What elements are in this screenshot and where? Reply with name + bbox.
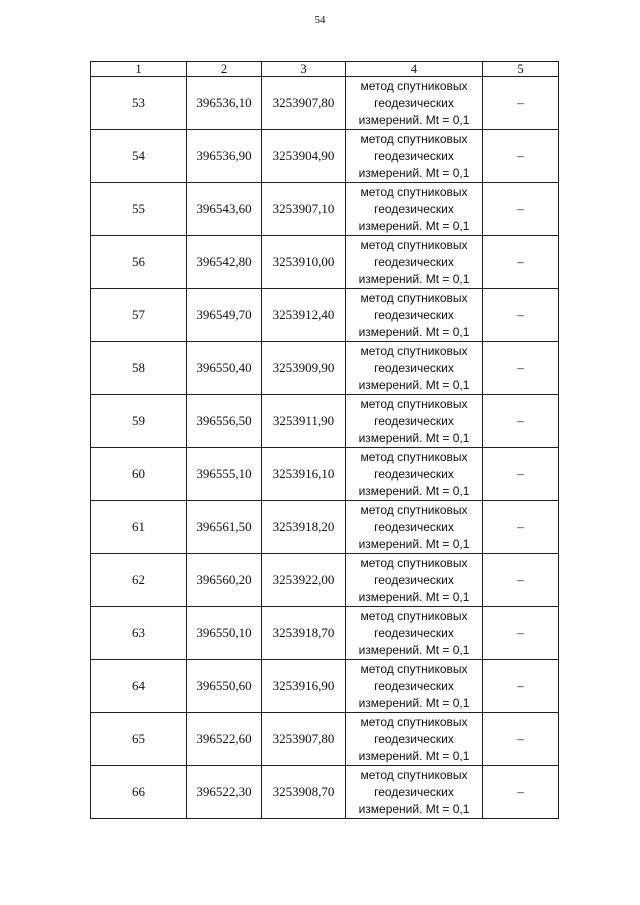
table-row (91, 554, 559, 607)
point-number-cell: 60 (91, 448, 187, 501)
method-cell (346, 607, 483, 660)
note-cell: – (483, 395, 559, 448)
method-text-line: измерений. Mt = 0,1 (358, 695, 470, 710)
column-header-1: 1 (91, 62, 187, 77)
y-coordinate-cell: 3253912,40 (262, 289, 346, 342)
point-number-cell: 59 (91, 395, 187, 448)
point-number-cell: 62 (91, 554, 187, 607)
method-text-line: измерений. Mt = 0,1 (358, 430, 470, 445)
method-text-line: геодезических (374, 572, 454, 587)
point-number-cell: 57 (91, 289, 187, 342)
y-coordinate-cell: 3253911,90 (262, 395, 346, 448)
method-cell (346, 342, 483, 395)
method-text-line: геодезических (374, 254, 454, 269)
point-number-cell: 53 (91, 77, 187, 130)
method-text-line: измерений. Mt = 0,1 (358, 324, 470, 339)
note-cell: – (483, 766, 559, 819)
note-cell: – (483, 183, 559, 236)
note-cell: – (483, 660, 559, 713)
method-cell (346, 501, 483, 554)
x-coordinate-cell: 396550,10 (187, 607, 262, 660)
method-cell (346, 448, 483, 501)
column-header-2: 2 (187, 62, 262, 77)
note-cell: – (483, 342, 559, 395)
method-text-line: геодезических (374, 201, 454, 216)
method-text-line: геодезических (374, 95, 454, 110)
note-cell: – (483, 289, 559, 342)
point-number-cell: 65 (91, 713, 187, 766)
column-header-4: 4 (346, 62, 483, 77)
note-cell: – (483, 554, 559, 607)
x-coordinate-cell: 396555,10 (187, 448, 262, 501)
method-cell (346, 660, 483, 713)
note-cell: – (483, 130, 559, 183)
method-text-line: геодезических (374, 413, 454, 428)
method-text-line: измерений. Mt = 0,1 (358, 748, 470, 763)
note-cell: – (483, 607, 559, 660)
note-cell: – (483, 236, 559, 289)
method-text-line: измерений. Mt = 0,1 (358, 642, 470, 657)
y-coordinate-cell: 3253916,90 (262, 660, 346, 713)
method-text-line: метод спутниковых (360, 184, 468, 199)
method-text-line: измерений. Mt = 0,1 (358, 536, 470, 551)
note-cell: – (483, 501, 559, 554)
method-text-line: измерений. Mt = 0,1 (358, 165, 470, 180)
method-cell (346, 554, 483, 607)
method-cell (346, 183, 483, 236)
method-text-line: геодезических (374, 784, 454, 799)
point-number-cell: 58 (91, 342, 187, 395)
table-row (91, 713, 559, 766)
method-text-line: геодезических (374, 519, 454, 534)
point-number-cell: 64 (91, 660, 187, 713)
method-text-line: геодезических (374, 731, 454, 746)
column-header-3: 3 (262, 62, 346, 77)
table-row (91, 448, 559, 501)
method-text-line: геодезических (374, 307, 454, 322)
method-cell (346, 130, 483, 183)
x-coordinate-cell: 396560,20 (187, 554, 262, 607)
method-text-line: метод спутниковых (360, 396, 468, 411)
table-row (91, 77, 559, 130)
method-text-line: метод спутниковых (360, 237, 468, 252)
x-coordinate-cell: 396522,60 (187, 713, 262, 766)
method-cell (346, 395, 483, 448)
method-text-line: метод спутниковых (360, 767, 468, 782)
x-coordinate-cell: 396556,50 (187, 395, 262, 448)
method-text-line: метод спутниковых (360, 449, 468, 464)
y-coordinate-cell: 3253916,10 (262, 448, 346, 501)
method-text-line: метод спутниковых (360, 502, 468, 517)
x-coordinate-cell: 396543,60 (187, 183, 262, 236)
x-coordinate-cell: 396536,90 (187, 130, 262, 183)
x-coordinate-cell: 396536,10 (187, 77, 262, 130)
x-coordinate-cell: 396542,80 (187, 236, 262, 289)
y-coordinate-cell: 3253907,80 (262, 713, 346, 766)
table-row (91, 395, 559, 448)
point-number-cell: 56 (91, 236, 187, 289)
y-coordinate-cell: 3253907,10 (262, 183, 346, 236)
method-text-line: измерений. Mt = 0,1 (358, 801, 470, 816)
x-coordinate-cell: 396561,50 (187, 501, 262, 554)
y-coordinate-cell: 3253908,70 (262, 766, 346, 819)
table-row (91, 607, 559, 660)
note-cell: – (483, 77, 559, 130)
y-coordinate-cell: 3253918,20 (262, 501, 346, 554)
y-coordinate-cell: 3253922,00 (262, 554, 346, 607)
method-text-line: метод спутниковых (360, 290, 468, 305)
table-row (91, 130, 559, 183)
method-text-line: метод спутниковых (360, 555, 468, 570)
method-text-line: метод спутниковых (360, 714, 468, 729)
method-text-line: измерений. Mt = 0,1 (358, 377, 470, 392)
table-row (91, 660, 559, 713)
method-text-line: метод спутниковых (360, 343, 468, 358)
method-text-line: метод спутниковых (360, 661, 468, 676)
coordinates-table (90, 61, 559, 819)
x-coordinate-cell: 396522,30 (187, 766, 262, 819)
method-text-line: измерений. Mt = 0,1 (358, 483, 470, 498)
table-row (91, 183, 559, 236)
method-text-line: измерений. Mt = 0,1 (358, 218, 470, 233)
y-coordinate-cell: 3253910,00 (262, 236, 346, 289)
method-text-line: геодезических (374, 360, 454, 375)
method-text-line: метод спутниковых (360, 78, 468, 93)
table-row (91, 289, 559, 342)
point-number-cell: 66 (91, 766, 187, 819)
page-number: 54 (314, 14, 326, 26)
table-body (91, 77, 559, 819)
method-cell (346, 289, 483, 342)
column-header-5: 5 (483, 62, 559, 77)
y-coordinate-cell: 3253904,90 (262, 130, 346, 183)
y-coordinate-cell: 3253909,90 (262, 342, 346, 395)
note-cell: – (483, 713, 559, 766)
method-text-line: метод спутниковых (360, 608, 468, 623)
table-row (91, 342, 559, 395)
x-coordinate-cell: 396550,40 (187, 342, 262, 395)
note-cell: – (483, 448, 559, 501)
y-coordinate-cell: 3253907,80 (262, 77, 346, 130)
method-text-line: метод спутниковых (360, 131, 468, 146)
method-text-line: измерений. Mt = 0,1 (358, 589, 470, 604)
point-number-cell: 63 (91, 607, 187, 660)
table-row (91, 236, 559, 289)
method-text-line: геодезических (374, 148, 454, 163)
x-coordinate-cell: 396549,70 (187, 289, 262, 342)
table-row (91, 501, 559, 554)
method-cell (346, 713, 483, 766)
method-text-line: геодезических (374, 625, 454, 640)
method-text-line: измерений. Mt = 0,1 (358, 112, 470, 127)
method-text-line: геодезических (374, 678, 454, 693)
table-header-row (91, 62, 559, 77)
point-number-cell: 55 (91, 183, 187, 236)
table-row (91, 766, 559, 819)
method-text-line: геодезических (374, 466, 454, 481)
point-number-cell: 54 (91, 130, 187, 183)
method-cell (346, 766, 483, 819)
point-number-cell: 61 (91, 501, 187, 554)
y-coordinate-cell: 3253918,70 (262, 607, 346, 660)
x-coordinate-cell: 396550,60 (187, 660, 262, 713)
method-cell (346, 236, 483, 289)
method-text-line: измерений. Mt = 0,1 (358, 271, 470, 286)
method-cell (346, 77, 483, 130)
